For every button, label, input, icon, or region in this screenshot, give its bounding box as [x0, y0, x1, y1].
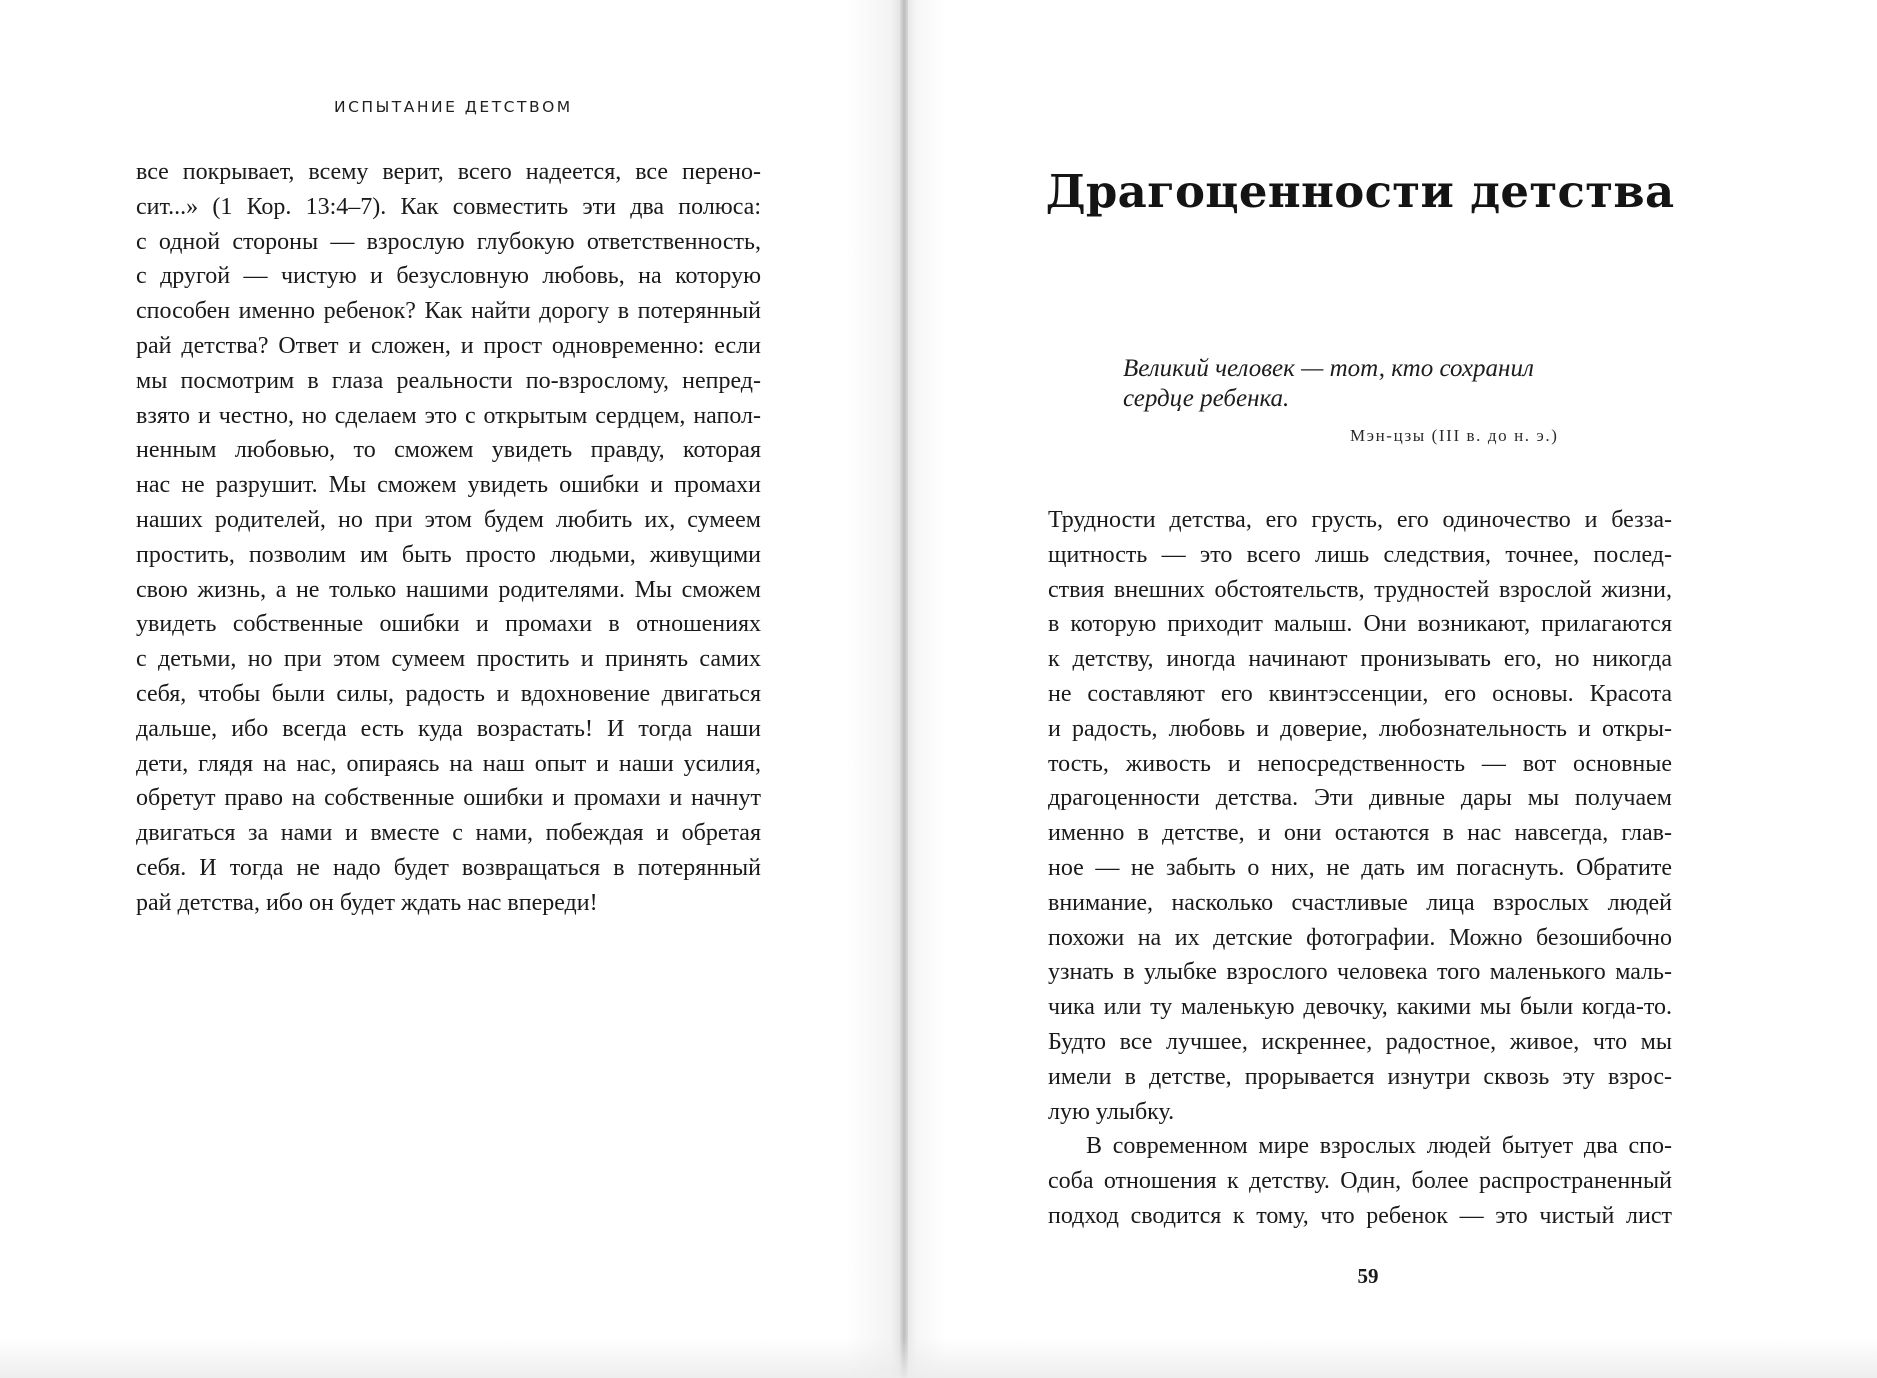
text-line: все покрывает, всему верит, всего надеется, все перено- [136, 159, 761, 185]
epigraph-line: сердце ребенка. [1123, 385, 1290, 412]
text-line: тость, живость и непосредственность — вот основные [1048, 750, 1672, 777]
text-line: щитность — это всего лишь следствия, точнее, послед- [1048, 541, 1672, 568]
bottom-shadow [0, 1338, 1877, 1378]
text-line: не составляют его квинтэссенции, его основы. Красота [1048, 680, 1672, 707]
text-line: рай детства? Ответ и сложен, и прост одновременно: если [136, 332, 761, 359]
text-line: двигаться за нами и вместе с нами, побеждая и обретая [136, 820, 761, 847]
text-line: соба отношения к детству. Один, более распространенный [1048, 1168, 1672, 1195]
text-line: сит...» (1 Кор. 13:4–7). Как совместить эти два полюса: [136, 193, 761, 220]
left-page-text [136, 155, 761, 921]
text-line: дети, глядя на нас, опираясь на наш опыт и наши усилия, [136, 750, 761, 777]
text-line: Трудности детства, его грусть, его одиночество и безза- [1048, 507, 1672, 533]
text-line: внимание, насколько счастливые лица взрослых людей [1048, 889, 1672, 916]
left-page [0, 0, 900, 1378]
text-line: ствия внешних обстоятельств, трудностей взрослой жизни, [1048, 576, 1672, 603]
page-number: 59 [1357, 1264, 1379, 1288]
text-line: к детству, иногда начинают пронизывать его, но никогда [1048, 646, 1672, 673]
right-page-text [1048, 503, 1672, 1234]
text-line: простить, позволим им быть просто людьми, живущими [136, 541, 761, 568]
text-line: нас не разрушит. Мы сможем увидеть ошибки и промахи [136, 472, 761, 499]
text-line: ненным любовью, то сможем увидеть правду, которая [136, 437, 761, 464]
text-line: мы посмотрим в глаза реальности по-взрослому, непред- [136, 367, 761, 394]
text-line: именно в детстве, и они остаются в нас навсегда, глав- [1048, 820, 1672, 847]
book-gutter [900, 0, 908, 1378]
text-line: увидеть собственные ошибки и промахи в отношениях [136, 611, 761, 638]
text-line: свою жизнь, а не только нашими родителями. Мы сможем [136, 576, 761, 603]
text-line: чика или ту маленькую девочку, какими мы были когда-то. [1048, 994, 1672, 1021]
text-line: В современном мире взрослых людей бытует два спо- [1086, 1133, 1672, 1160]
text-line: подход сводится к тому, что ребенок — это чистый лист [1048, 1202, 1672, 1229]
text-line: себя, чтобы были силы, радость и вдохновение двигаться [136, 680, 761, 707]
text-line: обретут право на собственные ошибки и промахи и начнут [136, 785, 761, 812]
epigraph [1123, 354, 1603, 414]
text-line: с другой — чистую и безусловную любовь, на которую [136, 263, 761, 290]
epigraph-line: Великий человек — тот, кто сохранил [1123, 355, 1534, 382]
text-line: и радость, любовь и доверие, любознательность и откры- [1048, 715, 1672, 742]
text-line: драгоценности детства. Эти дивные дары мы получаем [1048, 785, 1672, 812]
text-line: дальше, ибо всегда есть куда возрастать! И тогда наши [136, 715, 761, 742]
text-line: себя. И тогда не надо будет возвращаться в потерянный [136, 854, 761, 881]
text-line: похожи на их детские фотографии. Можно безошибочно [1048, 924, 1672, 951]
text-line: наших родителей, но при этом будем любить их, сумеем [136, 506, 761, 533]
text-line: в которую приходит малыш. Они возникают, прилагаются [1048, 611, 1672, 638]
chapter-title: Драгоценности детства [1045, 165, 1675, 218]
text-line: узнать в улыбке взрослого человека того маленького маль- [1048, 959, 1672, 986]
text-line: с детьми, но при этом сумеем простить и принять самих [136, 646, 761, 673]
text-line: ное — не забыть о них, не дать им погаснуть. Обратите [1048, 854, 1672, 881]
text-line: рай детства, ибо он будет ждать нас впереди! [136, 889, 598, 916]
text-line: лую улыбку. [1048, 1098, 1175, 1125]
text-line: взято и честно, но сделаем это с открытым сердцем, напол- [136, 402, 761, 429]
running-head: ИСПЫТАНИЕ ДЕТСТВОМ [334, 98, 573, 116]
text-line: имели в детстве, прорывается изнутри сквозь эту взрос- [1048, 1063, 1672, 1090]
epigraph-author: Мэн-цзы (III в. до н. э.) [1350, 426, 1559, 445]
text-line: с одной стороны — взрослую глубокую ответственность, [136, 228, 761, 255]
text-line: способен именно ребенок? Как найти дорогу в потерянный [136, 298, 761, 325]
text-line: Будто все лучшее, искреннее, радостное, живое, что мы [1048, 1028, 1672, 1055]
